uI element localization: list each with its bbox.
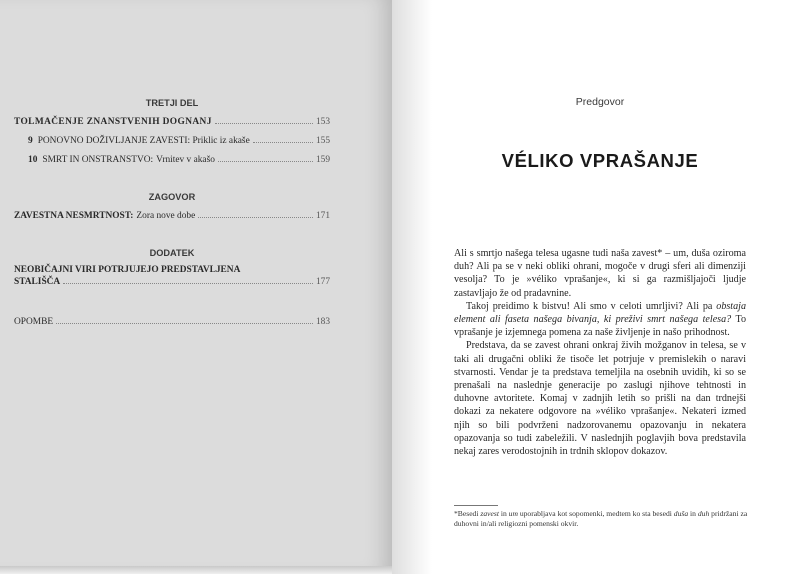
toc-entry[interactable] <box>14 265 330 288</box>
toc-entry-title: PONOVNO DOŽIVLJANJE ZAVESTI: Priklic iz akaše <box>37 136 250 146</box>
footnote-rule <box>454 505 498 506</box>
paragraph: Takoj preidimo k bistvu! Ali smo v celoti umrljivi? Ali pa obstaja element ali faseta našega bivanja, ki preživi smrt našega telesa? To vprašanje je izjemnega pomena za naše življenje in našo prihodnost. <box>454 300 746 339</box>
toc-entry-title: Zora nove dobe <box>136 211 196 221</box>
toc-entry[interactable] <box>14 155 330 165</box>
toc-entry-title-bold: SMRT IN ONSTRANSTVO: <box>42 155 154 165</box>
toc-leader <box>253 142 313 143</box>
toc-leader <box>218 161 313 162</box>
toc-entry[interactable] <box>14 317 330 327</box>
toc-leader <box>56 323 313 324</box>
page-edge-shadow <box>0 566 392 574</box>
section-heading-dodatek: DODATEK <box>149 248 195 258</box>
toc-entry-title-bold: ZAVESTNA NESMRTNOST: <box>14 211 134 221</box>
toc-entry-title-line1: NEOBIČAJNI VIRI POTRJUJEJO PREDSTAVLJENA <box>14 265 241 275</box>
toc-entry[interactable] <box>14 117 330 127</box>
toc-entry-title: TOLMAČENJE ZNANSTVENIH DOGNANJ <box>14 117 212 127</box>
body-text <box>454 247 746 458</box>
book-gutter-shadow <box>392 0 432 574</box>
toc-leader <box>198 217 313 218</box>
toc-page-number: 177 <box>315 276 330 287</box>
toc-leader <box>63 283 313 284</box>
toc-entry[interactable] <box>14 211 330 221</box>
toc-page-number: 171 <box>315 211 330 221</box>
section-heading-tretji-del: TRETJI DEL <box>145 98 199 108</box>
paragraph: Predstava, da se zavest ohrani onkraj živih možganov in telesa, se v taki ali drugačni obliki že tisoče let potrjuje v premislekih o naravi stvarnosti. Vendar je ta predstava temeljila na osebnih uvidih, ki so se prenašali na naslednje generacije po zaslugi njihove tehtnosti in duhovne avtoritete. Komaj v zadnjih letih so prišli na dan trdnejši dokazi za nekatere odgovore na »véliko vprašanje«. Nekateri izmed njih so bili podvrženi nadzorovanemu opazovanju in nekatera opazovanja so tudi zabeležili. V naslednjih poglavjih bova predstavila nekaj zares verodostojnih in trdnih sklopov dokazov. <box>454 340 746 458</box>
toc-page-number: 183 <box>315 317 330 327</box>
chapter-title: VÉLIKO VPRAŠANJE <box>501 150 699 171</box>
toc-entry[interactable] <box>14 136 330 146</box>
footnote: *Besedi zavest in um uporabljava kot sopomenki, medtem ko sta besedi duša in duh pridržani za duhovni in/ali religiozni pomenski okvir. <box>454 509 748 528</box>
toc-page-number: 155 <box>315 136 330 146</box>
chapter-number: 10 <box>28 155 38 165</box>
toc-entry-title: OPOMBE <box>14 317 54 327</box>
toc-entry-title-line2: STALIŠČA <box>14 276 61 287</box>
chapter-number: 9 <box>28 136 33 146</box>
chapter-kicker: Predgovor <box>575 96 625 108</box>
left-page <box>0 0 392 571</box>
section-heading-zagovor: ZAGOVOR <box>148 192 196 202</box>
toc-entry-title: Vrnitev v akašo <box>156 155 215 165</box>
toc-page-number: 159 <box>315 155 330 165</box>
toc-leader <box>215 123 313 124</box>
toc-page-number: 153 <box>315 117 330 127</box>
paragraph: Ali s smrtjo našega telesa ugasne tudi naša zavest* – um, duša oziroma duh? Ali pa se v neki obliki ohrani, mogoče v drugi sferi ali dimenziji vesolja? To je »véliko vprašanje«, ki si ga razmišljajoči ljudje zastavljajo že od pradavnine. <box>454 248 746 299</box>
